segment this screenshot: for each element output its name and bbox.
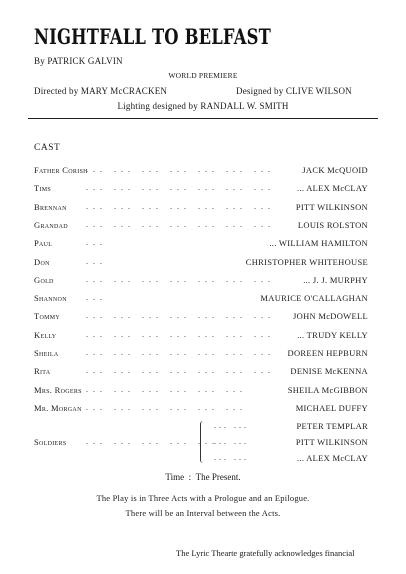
header-rule	[28, 118, 378, 119]
cast-actor: CHRISTOPHER WHITEHOUSE	[245, 256, 368, 267]
soldier-actor-row	[0, 453, 406, 467]
cast-actor: MAURICE O'CALLAGHAN	[260, 293, 368, 304]
leader-dots: ... ... ... ... ... ... ...	[86, 329, 275, 339]
cast-row	[0, 257, 406, 271]
leader-dots: ... ... ... ... ...	[86, 437, 219, 446]
time-value: The Present.	[195, 472, 241, 482]
cast-actor: PITT WILKINSON	[295, 201, 368, 212]
interval-note: There will be an Interval between the Acts.	[125, 508, 281, 518]
leader-dots: ... ...	[214, 421, 249, 430]
time-label: Time	[165, 472, 185, 482]
leader-dots: ... ...	[214, 437, 249, 446]
leader-dots: ... ... ... ... ... ... ...	[86, 183, 275, 193]
cast-actor: ... WILLIAM HAMILTON	[269, 238, 368, 249]
time-separator: :	[188, 472, 192, 482]
lighting-credit: Lighting designed by RANDALL W. SMITH	[117, 101, 289, 111]
leader-dots: ... ... ... ... ... ... ...	[86, 311, 275, 321]
cast-role: Shannon	[34, 293, 67, 304]
cast-actor: ... ALEX McCLAY	[296, 183, 368, 194]
cast-role: Brennan	[34, 201, 67, 212]
cast-role: Tommy	[34, 311, 61, 322]
cast-actor: PETER TEMPLAR	[296, 421, 368, 431]
cast-row	[0, 385, 406, 399]
play-title: NIGHTFALL TO BELFAST	[34, 24, 271, 49]
leader-dots: ... ... ... ... ... ... ...	[86, 274, 275, 284]
cast-role: Tims	[34, 183, 52, 194]
leader-dots: ...	[86, 238, 107, 248]
cast-role: Soldiers	[34, 437, 67, 447]
cast-role: Paul	[34, 238, 53, 249]
designer-credit: Designed by CLIVE WILSON	[236, 86, 352, 96]
leader-dots: ... ... ... ... ... ... ...	[86, 348, 275, 357]
cast-role: Sheila	[34, 348, 59, 358]
cast-row	[0, 220, 406, 234]
cast-role: Gold	[34, 274, 54, 285]
cast-row	[0, 348, 406, 362]
cast-role: Grandad	[34, 219, 68, 230]
leader-dots: ... ... ... ... ... ... ...	[86, 165, 275, 174]
cast-row	[0, 275, 406, 289]
cast-row	[0, 202, 406, 216]
cast-role: Mr. Morgan	[34, 402, 82, 413]
cast-actor: ... ALEX McCLAY	[296, 453, 368, 463]
cast-row	[0, 183, 406, 197]
leader-dots: ... ... ... ... ... ... ...	[86, 219, 275, 229]
time-line	[0, 472, 406, 482]
cast-row	[0, 311, 406, 325]
cast-role: Father Corish	[34, 165, 88, 175]
soldier-actor-row	[0, 421, 406, 435]
cast-role: Mrs. Rogers	[34, 384, 82, 395]
acts-note: The Play is in Three Acts with a Prologue and an Epilogue.	[96, 493, 310, 503]
cast-actor: ... TRUDY KELLY	[297, 329, 368, 340]
leader-dots: ...	[86, 293, 107, 303]
cast-role: Kelly	[34, 329, 57, 340]
cast-actor: LOUIS ROLSTON	[297, 219, 368, 230]
cast-heading: CAST	[34, 143, 61, 153]
cast-actor: MICHAEL DUFFY	[295, 402, 368, 413]
cast-row	[0, 403, 406, 417]
soldier-actor-row	[0, 437, 406, 451]
director-credit: Directed by MARY McCRACKEN	[34, 86, 168, 96]
leader-dots: ... ... ... ... ... ... ...	[86, 366, 275, 376]
cast-row	[0, 238, 406, 252]
cast-actor: JOHN McDOWELL	[293, 311, 368, 322]
cast-actor: DENISE McKENNA	[290, 366, 368, 377]
leader-dots: ... ... ... ... ... ... ...	[86, 201, 275, 211]
leader-dots: ... ... ... ... ... ...	[86, 384, 247, 394]
leader-dots: ...	[86, 256, 107, 266]
cast-role: Rita	[34, 366, 51, 377]
cast-actor: SHEILA McGIBBON	[287, 384, 368, 395]
cast-actor: PITT WILKINSON	[295, 437, 368, 447]
cast-row	[0, 165, 406, 179]
leader-dots: ... ... ... ... ... ...	[86, 402, 247, 412]
cast-row	[0, 293, 406, 307]
cast-row	[0, 330, 406, 344]
cast-actor: ... J. J. MURPHY	[303, 274, 368, 285]
cast-actor: JACK McQUOID	[302, 165, 368, 175]
leader-dots: ... ...	[214, 453, 249, 462]
cast-role: Don	[34, 256, 50, 267]
acknowledgement-text: The Lyric Thearte gratefully acknowledges financial	[176, 548, 355, 558]
cast-actor: DOREEN HEPBURN	[287, 348, 368, 358]
cast-row	[0, 366, 406, 380]
premiere-line: WORLD PREMIERE	[168, 71, 238, 80]
author-line: By PATRICK GALVIN	[34, 56, 123, 66]
